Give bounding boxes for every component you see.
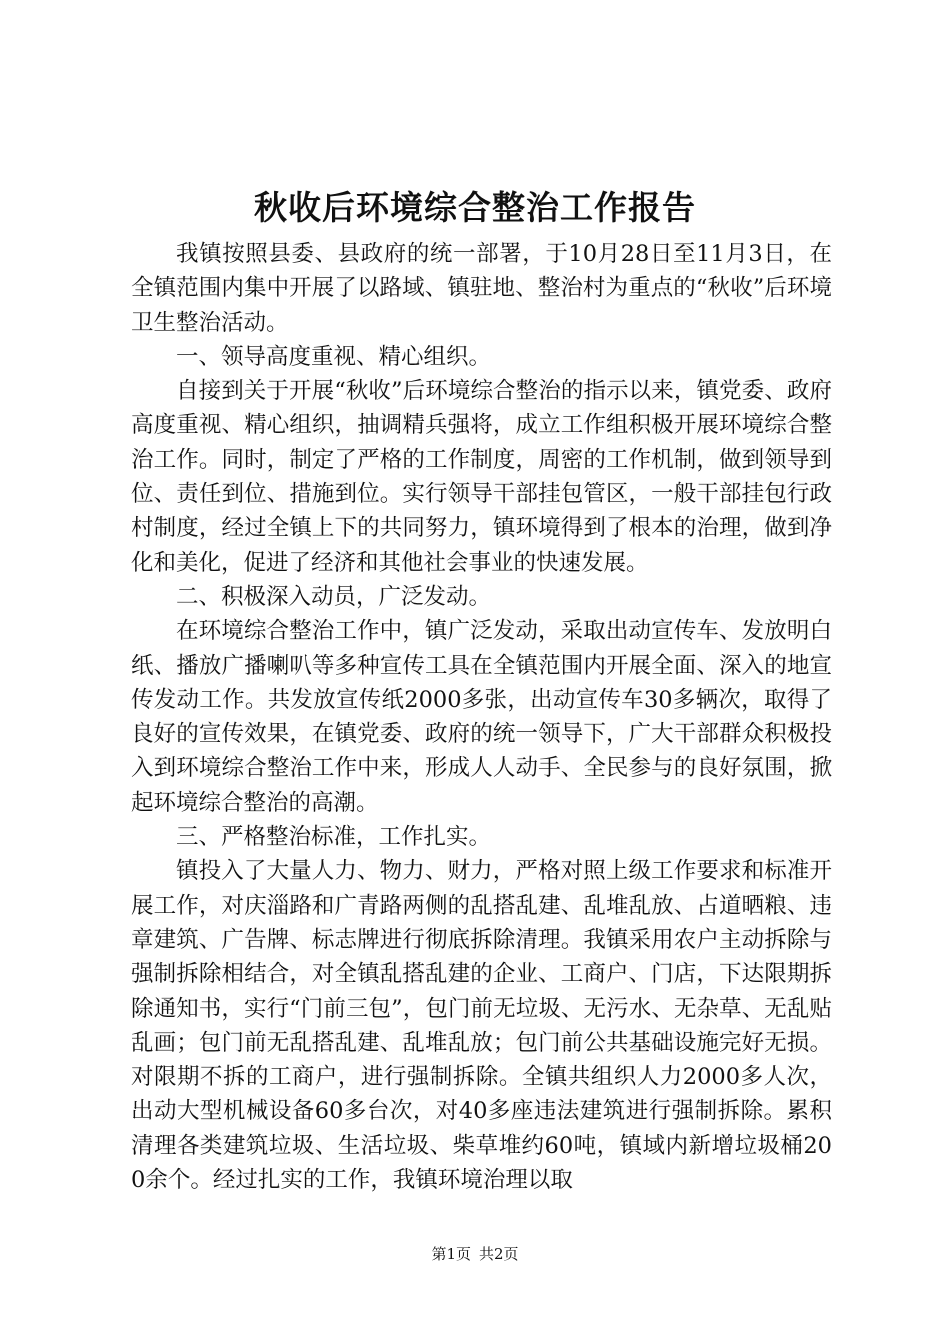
section-heading-3: 三、严格整治标准，工作扎实。 bbox=[176, 824, 492, 851]
page-total: 共2页 bbox=[479, 1245, 519, 1263]
paragraph-intro: 我镇按照县委、县政府的统一部署，于10月28日至11月3日，在全镇范围内集中开展了以路域、镇驻地、整治村为重点的“秋收”后环境卫生整治活动。 bbox=[131, 241, 832, 336]
document-title: 秋收后环境综合整治工作报告 bbox=[254, 188, 696, 227]
paragraph-section-2: 在环境综合整治工作中，镇广泛发动，采取出动宣传车、发放明白纸、播放广播喇叭等多种宣传工具在全镇范围内开展全面、深入的地宣传发动工作。共发放宣传纸2000多张，出动宣传车30多辆次，取得了良好的宣传效果，在镇党委、政府的统一领导下，广大干部群众积极投入到环境综合整治工作中来，形成人人动手、全民参与的良好氛围，掀起环境综合整治的高潮。 bbox=[131, 618, 832, 816]
page-footer bbox=[0, 1244, 950, 1264]
paragraph-section-3: 镇投入了大量人力、物力、财力，严格对照上级工作要求和标准开展工作，对庆淄路和广青路两侧的乱搭乱建、乱堆乱放、占道晒粮、违章建筑、广告牌、标志牌进行彻底拆除清理。我镇采用农户主动拆除与强制拆除相结合，对全镇乱搭乱建的企业、工商户、门店，下达限期拆除通知书，实行“门前三包”，包门前无垃圾、无污水、无杂草、无乱贴乱画；包门前无乱搭乱建、乱堆乱放；包门前公共基础设施完好无损。对限期不拆的工商户，进行强制拆除。全镇共组织人力2000多人次，出动大型机械设备60多台次，对40多座违法建筑进行强制拆除。累积清理各类建筑垃圾、生活垃圾、柴草堆约60吨，镇域内新增垃圾桶200余个。经过扎实的工作，我镇环境治理以取 bbox=[131, 858, 832, 1194]
page-number: 第1页 bbox=[431, 1245, 471, 1263]
paragraph-section-1: 自接到关于开展“秋收”后环境综合整治的指示以来，镇党委、政府高度重视、精心组织，抽调精兵强将，成立工作组积极开展环境综合整治工作。同时，制定了严格的工作制度，周密的工作机制，做到领导到位、责任到位、措施到位。实行领导干部挂包管区，一般干部挂包行政村制度，经过全镇上下的共同努力，镇环境得到了根本的治理，做到净化和美化，促进了经济和其他社会事业的快速发展。 bbox=[131, 378, 832, 576]
document-body bbox=[131, 237, 832, 1197]
section-heading-2: 二、积极深入动员，广泛发动。 bbox=[176, 583, 492, 610]
section-heading-1: 一、领导高度重视、精心组织。 bbox=[176, 343, 492, 370]
